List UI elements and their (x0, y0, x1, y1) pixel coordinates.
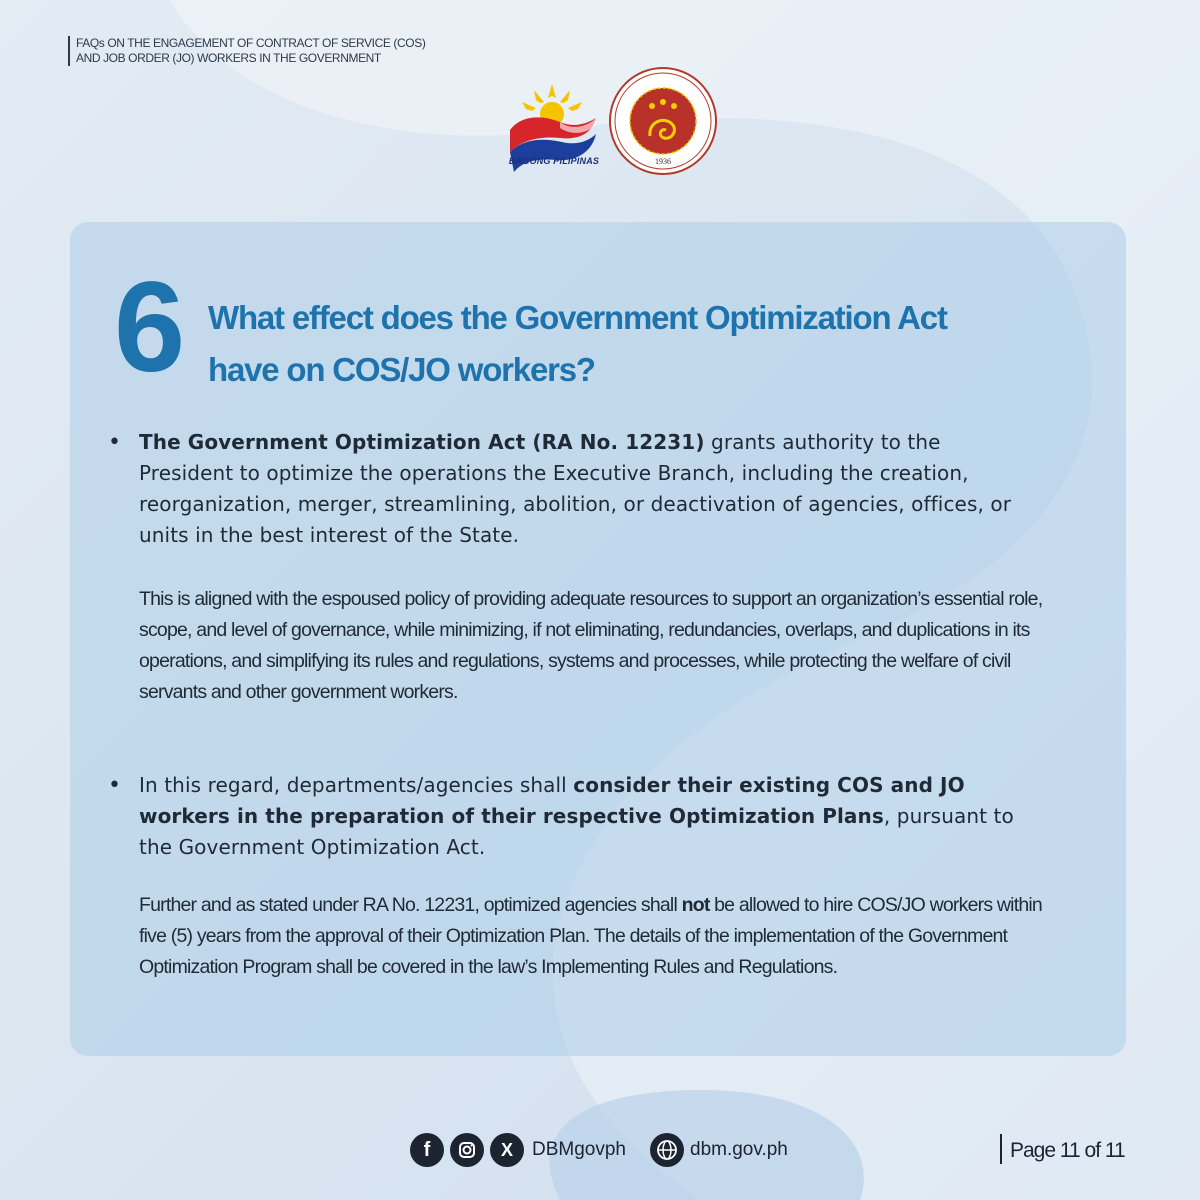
x-icon[interactable]: X (490, 1133, 524, 1167)
bullet-marker: • (108, 430, 121, 455)
header-line-2: AND JOB ORDER (JO) WORKERS IN THE GOVERNMENT (76, 51, 381, 65)
paragraph-2 (139, 890, 1054, 983)
dbm-seal-logo (608, 66, 718, 176)
question-number: 6 (114, 256, 182, 399)
bullet-1-bold: The Government Optimization Act (RA No. 12231) (139, 430, 705, 454)
bullet-1-text (139, 427, 1039, 551)
bullet-1-rest: grants authority to the President to optimize the operations the Executive Branch, including the creation, reorganization, merger, streamlining, abolition, or deactivation of agencies, offices, or units in the best interest of the State. (139, 430, 1012, 547)
bagong-pilipinas-text: BAGONG PILIPINAS (508, 156, 600, 166)
bullet-2-pre: In this regard, departments/agencies shall (139, 773, 574, 797)
paragraph-2-bold: not (681, 894, 710, 916)
bullet-2-post: , pursuant to the Government Optimization Act. (139, 804, 1014, 859)
social-handle[interactable]: DBMgovph (532, 1139, 626, 1160)
paragraph-1: This is aligned with the espoused policy of providing adequate resources to support an organization’s essential role, scope, and level of governance, while minimizing, if not eliminating, redundancies, overlaps, and duplications in its operations, and simplifying its rules and regulations, systems and processes, while protecting the welfare of civil servants and other government workers. (139, 588, 1043, 703)
instagram-icon[interactable] (450, 1133, 484, 1167)
logo-group (500, 66, 720, 176)
globe-icon[interactable] (650, 1133, 684, 1167)
website-link[interactable]: dbm.gov.ph (690, 1139, 788, 1160)
bullet-marker: • (108, 773, 121, 798)
series-header (68, 36, 425, 66)
paragraph-2-post: be allowed to hire COS/JO workers within five (5) years from the approval of their Optimization Plan. The details of the implementation of the Government Optimization Program shall be covered in the law’s Implementing Rules and Regulations. (139, 894, 1042, 978)
bullet-2-text (139, 770, 1039, 863)
bullet-2-bold: consider their existing COS and JO workers in the preparation of their respective Optimization Plans (139, 773, 965, 828)
question-title (208, 292, 1108, 396)
page-indicator: Page 11 of 11 (1000, 1134, 1125, 1164)
facebook-icon[interactable]: f (410, 1133, 444, 1167)
question-title-line-1: What effect does the Government Optimization Act (208, 299, 947, 336)
bagong-pilipinas-logo (500, 78, 604, 182)
question-title-line-2: have on COS/JO workers? (208, 351, 595, 388)
header-line-1: FAQs ON THE ENGAGEMENT OF CONTRACT OF SERVICE (COS) (76, 36, 426, 50)
paragraph-2-pre: Further and as stated under RA No. 12231, optimized agencies shall (139, 894, 682, 916)
dbm-seal-year: 1936 (655, 157, 671, 166)
